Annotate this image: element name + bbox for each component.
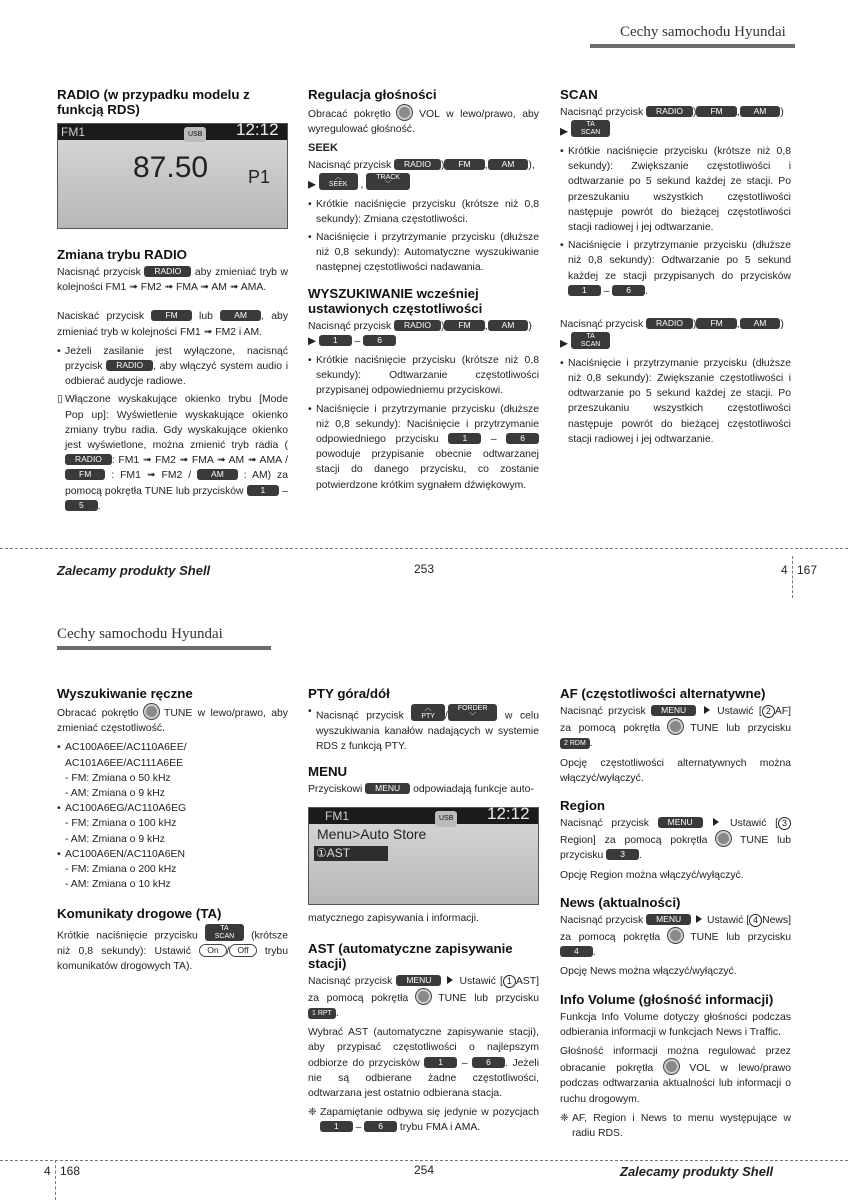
preset-6-button[interactable]: 6 (472, 1057, 505, 1068)
screen-time: 12:12 (487, 804, 530, 824)
seek-text: Nacisnąć przycisk RADIO ) FM , AM ), ▶ ︿ SEEK , TRACK ﹀ (308, 158, 535, 191)
preset-1-button[interactable]: 1 (568, 285, 601, 296)
radio-button[interactable]: RADIO (646, 318, 693, 329)
info-volume-heading: Info Volume (głośność informacji) (560, 991, 774, 1007)
rpt-1-button[interactable]: 1 RPT (308, 1008, 336, 1019)
fm-button[interactable]: FM (444, 159, 484, 170)
top-footer-left: Zalecamy produkty Shell (57, 563, 211, 578)
top-col3 (560, 87, 791, 450)
screen-menu-title: Menu>Auto Store (317, 826, 427, 843)
scan-notes-2 (560, 356, 791, 447)
ast-note: ❈ Zapamiętanie odbywa się jedynie w pozycjach 1 – 6 trybu FMA i AMA. (308, 1107, 539, 1134)
bottom-col3 (560, 686, 791, 1145)
scan-heading: SCAN (560, 87, 598, 102)
top-manual-page: 167 (797, 563, 818, 577)
volume-heading: Regulacja głośności (308, 87, 437, 102)
mode-notes (57, 344, 288, 390)
fm-button[interactable]: FM (444, 320, 484, 331)
popup-note: ▯ Włączone wyskakujące okienko trybu [Mode Pop up]: Wyświetlenie wyskakujące okienko zmiany trybu radia. Gdy wyskakujące okienko jest wyświetlone, można zmienić tryb radia (RADIO : FM1 ➟ FM2 ➟ FMA ➟ AM ➟ AMA / FM : FM1 ➟ FM2 / AM : AM) za pomocą pokrętła TUNE lub przycisków 1 – 5 . (57, 394, 289, 512)
preset-search-text: Nacisnąć przycisk RADIO ) FM , AM ) ▶ 1 – 6 (308, 319, 532, 347)
news-text-2: Opcję News można włączyć/wyłączyć. (560, 966, 737, 978)
list-item: • AC100A6EN/AC110A6EN (57, 847, 288, 862)
menu-screen (308, 804, 539, 905)
list-item: • Krótkie naciśnięcie przycisku (krótsze niż 0,8 sekundy): Zmiana częstotliwości. (308, 197, 539, 227)
bottom-col2 (308, 686, 539, 1140)
fm-button[interactable]: FM (696, 106, 736, 117)
af-text-1: Nacisnąć przycisk MENU Ustawić [ 2 AF] za pomocą pokrętła TUNE lub przycisku 2 RDM . (560, 705, 792, 750)
region-text-2: Opcję Region można włączyć/wyłączyć. (560, 869, 744, 881)
manual-search-heading: Wyszukiwanie ręczne (57, 686, 193, 701)
tune-knob-icon (668, 928, 683, 943)
menu-button[interactable]: MENU (646, 914, 691, 925)
info-volume-text-1: Funkcja Info Volume dotyczy głośności podczas odbierania informacji w funkcjach News i Traffic. (560, 1011, 791, 1038)
display-usb: USB (184, 127, 206, 142)
bottom-page-number: 254 (414, 1163, 435, 1177)
rdm-2-button[interactable]: 2 RDM (560, 738, 590, 749)
list-item: • Naciśnięcie i przytrzymanie przycisku (dłuższe niż 0,8 sekundy): Zwiększanie częstotliwości i odtwarzanie po 5 sekund każdej ze stacji. Po przeszukaniu wszystkich częstotliwości następuje powrót do bieżącej częstotliwości stacji radiowej i jej odtwarzanie. (560, 356, 791, 447)
ta-scan-button[interactable]: TA SCAN (571, 332, 610, 349)
region-text-1: Nacisnąć przycisk MENU Ustawić [ 3Region] za pomocą pokrętła TUNE lub przycisku 3 . (560, 817, 792, 862)
manual-search-text: Obracać pokrętło TUNE w lewo/prawo, aby zmieniać częstotliwość. (57, 704, 288, 736)
display-time: 12:12 (236, 120, 279, 139)
circled-1-icon: 1 (503, 975, 516, 988)
bottom-footer-right: Zalecamy produkty Shell (620, 1164, 774, 1179)
menu-text: Przyciskowi MENU odpowiadają funkcje auto- (308, 783, 534, 796)
tune-knob-icon (144, 704, 159, 719)
vol-knob-icon (664, 1059, 679, 1074)
track-button[interactable]: TRACK ﹀ (366, 173, 410, 190)
scan-notes-1 (560, 144, 791, 299)
display-band: FM1 (61, 125, 85, 139)
arrow-right-icon (447, 976, 453, 984)
ast-text-1: Nacisnąć przycisk MENU Ustawić [ 1 AST] za pomocą pokrętła TUNE lub przycisku 1 RPT . (308, 974, 540, 1019)
seek-notes (308, 197, 539, 276)
arrow-icon: ▶ (308, 179, 316, 191)
model-3-steps: - FM: Zmiana o 200 kHz - AM: Zmiana o 10 kHz (65, 864, 177, 891)
preset-1-button[interactable]: 1 (448, 433, 481, 444)
fm-button[interactable]: FM (151, 310, 191, 321)
preset-search-notes (308, 353, 539, 493)
am-button[interactable]: AM (488, 320, 529, 331)
preset-1-button[interactable]: 1 (320, 1121, 353, 1132)
display-frequency: 87.50 (133, 151, 209, 184)
list-item: • Krótkie naciśnięcie przycisku (krótsze niż 0,8 sekundy): Zwiększanie częstotliwości i odtwarzanie po 5 sekund każdej ze stacji. Po przeszukaniu wszystkich częstotliwości następuje powrót do bieżącej częstotliwości stacji radiowej i jej odtwarzanie. (560, 144, 791, 235)
am-button[interactable]: AM (740, 318, 781, 329)
preset-search-heading: WYSZUKIWANIE wcześniej ustawionych częstotliwości (308, 285, 483, 316)
bottom-col1 (57, 686, 288, 979)
news-heading: News (aktualności) (560, 894, 681, 910)
scan-text-2: Nacisnąć przycisk RADIO ) FM , AM ) ▶ TA SCAN (560, 317, 784, 350)
screen-ast-item[interactable]: ①AST (314, 846, 388, 861)
ast-heading: AST (automatyczne zapisywanie stacji) (308, 940, 513, 971)
preset-1-button[interactable]: 1 (247, 485, 280, 496)
region-heading: Region (560, 798, 606, 814)
forder-button[interactable]: FORDER ﹀ (448, 704, 498, 721)
pty-button[interactable]: ︿ PTY (411, 704, 445, 721)
on-button[interactable]: On (199, 944, 226, 957)
mode-change-heading: Zmiana trybu RADIO (57, 247, 188, 262)
bottom-footer-vdivider (55, 1160, 56, 1200)
seek-button[interactable]: ︿ SEEK (319, 173, 358, 190)
model-list-2 (57, 801, 288, 816)
top-page-number: 253 (414, 562, 435, 576)
menu-button[interactable]: MENU (651, 705, 696, 716)
fm-button[interactable]: FM (696, 318, 736, 329)
mode-change-text-1: Nacisnąć przycisk RADIO aby zmieniać tryb w kolejności FM1 ➟ FM2 ➟ FMA ➟ AM ➟ AMA. (57, 266, 288, 294)
preset-5-button[interactable]: 5 (65, 500, 98, 511)
menu-heading: MENU (308, 764, 348, 780)
arrow-right-icon (713, 818, 719, 826)
info-volume-note: ❈ AF, Region i News to menu występujące w radiu RDS. (560, 1112, 791, 1140)
model-list (57, 740, 288, 770)
preset-1-button[interactable]: 1 (319, 335, 352, 346)
preset-4-button[interactable]: 4 (560, 946, 593, 957)
ta-text: Krótkie naciśnięcie przycisku TA SCAN (krótsze niż 0,8 sekundy): Ustawić On / Off trybu komunikatów drogowych TA). (57, 925, 289, 973)
arrow-right-icon (704, 706, 710, 714)
display-preset: P1 (248, 167, 271, 187)
preset-6-button[interactable]: 6 (363, 335, 396, 346)
menu-button[interactable]: MENU (365, 783, 410, 794)
bottom-header-rule (57, 646, 271, 650)
bottom-footer-divider (0, 1160, 848, 1161)
bottom-manual-page: 168 (60, 1164, 81, 1178)
radio-button[interactable]: RADIO (394, 159, 441, 170)
list-item: • AC100A6EG/AC110A6EG (57, 801, 288, 816)
radio-rds-title: RADIO (w przypadku modelu z funkcją RDS) (57, 87, 250, 117)
list-item: • Naciśnięcie i przytrzymanie przycisku (dłuższe niż 0,8 sekundy): Odtwarzanie po 5 sekund każdej ze stacji przypisanych do przycisków 1 – 6 . (560, 238, 791, 299)
af-heading: AF (częstotliwości alternatywne) (560, 686, 766, 701)
top-footer-divider (0, 548, 848, 549)
model-2-steps: - FM: Zmiana o 100 kHz - AM: Zmiana o 9 kHz (65, 818, 177, 845)
arrow-icon: ▶ (560, 126, 568, 138)
tune-knob-icon (668, 719, 683, 734)
list-item: • Naciśnięcie i przytrzymanie przycisku (dłuższe niż 0,8 sekundy): Automatyczne wyszukiwanie następnej częstotliwości nadawania. (308, 230, 539, 276)
news-text-1: Nacisnąć przycisk MENU Ustawić [ 4 News] za pomocą pokrętła TUNE lub przycisku 4 . (560, 913, 792, 959)
screen-band: FM1 (325, 809, 349, 824)
am-button[interactable]: AM (220, 310, 261, 321)
am-button[interactable]: AM (197, 469, 238, 480)
list-item: • Jeżeli zasilanie jest wyłączone, nacisnąć przycisk RADIO , aby włączyć system audio i odbierać audycje radiowe. (57, 344, 288, 390)
off-button[interactable]: Off (229, 944, 256, 957)
menu-button[interactable]: MENU (658, 817, 703, 828)
radio-button[interactable]: RADIO (144, 266, 191, 277)
preset-3-button[interactable]: 3 (606, 849, 639, 860)
top-col1 (57, 87, 288, 518)
model-1-steps: - FM: Zmiana o 50 kHz - AM: Zmiana o 9 kHz (65, 772, 171, 800)
top-header-rule (590, 44, 795, 48)
bottom-header-title: Cechy samochodu Hyundai (57, 626, 223, 642)
am-button[interactable]: AM (740, 106, 781, 117)
menu-text-continued: matycznego zapisywania i informacji. (308, 913, 479, 925)
fm-button[interactable]: FM (65, 469, 105, 480)
tune-knob-icon (416, 989, 431, 1004)
ta-heading: Komunikaty drogowe (TA) (57, 906, 222, 922)
arrow-icon: ▶ (560, 338, 568, 350)
vol-knob-icon (397, 105, 412, 120)
circled-2-icon: 2 (762, 705, 775, 718)
am-button[interactable]: AM (488, 159, 529, 170)
seek-heading: SEEK (308, 142, 338, 155)
list-item: • Krótkie naciśnięcie przycisku (krótsze niż 0,8 sekundy): Odtwarzanie częstotliwości przypisanej odpowiedniemu przyciskowi. (308, 353, 539, 399)
preset-1-button[interactable]: 1 (424, 1057, 457, 1068)
top-col2 (308, 87, 539, 496)
af-text-2: Opcję częstotliwości alternatywnych można włączyć/wyłączyć. (560, 757, 791, 784)
menu-button[interactable]: MENU (396, 975, 441, 986)
scan-text-1: Nacisnąć przycisk RADIO ) FM , AM ) ▶ TA SCAN (560, 106, 784, 138)
radio-display (57, 120, 288, 235)
mode-change-text-2: Naciskać przycisk FM lub AM , aby zmieniać tryb w kolejności FM1 ➟ FM2 i AM. (57, 310, 289, 338)
top-section-number: 4 (781, 563, 788, 577)
pty-heading: PTY góra/dół (308, 686, 390, 701)
ta-scan-button[interactable]: TA SCAN (571, 120, 610, 137)
ast-text-2: Wybrać AST (automatyczne zapisywanie stacji), aby przypisać częstotliwości o najlepszym odbiorze do przycisków 1 – 6 . Jeżeli nie są odbierane żadne częstotliwości, odtwarzana jest ostatnio odbierana stacja. (308, 1027, 540, 1099)
ta-scan-button[interactable]: TA SCAN (205, 924, 244, 941)
pty-notes (308, 704, 539, 754)
list-item: • Nacisnąć przycisk ︿ PTY /FORDER ﹀ w celu wyszukiwania kanałów nadających w systemie RDS z funkcją PTY. (308, 704, 539, 754)
radio-button[interactable]: RADIO (65, 454, 112, 465)
top-header-title: Cechy samochodu Hyundai (620, 24, 786, 40)
preset-6-button[interactable]: 6 (612, 285, 645, 296)
preset-6-button[interactable]: 6 (506, 433, 539, 444)
screen-usb: USB (435, 811, 457, 826)
list-item: • AC100A6EE/AC110A6EE/ AC101A6EE/AC111A6EE (57, 740, 288, 770)
radio-button[interactable]: RADIO (646, 106, 693, 117)
preset-6-button[interactable]: 6 (364, 1121, 397, 1132)
model-list-3 (57, 847, 288, 862)
volume-text: Obracać pokrętło VOL w lewo/prawo, aby wyregulować głośność. (308, 105, 539, 137)
list-item: • Naciśnięcie i przytrzymanie przycisku (dłuższe niż 0,8 sekundy): Naciśnięcie i przytrzymanie odpowiedniego przycisku 1 – 6 powoduje przypisanie obecnie odtwarzanej stacji do danego przycisku, co zostanie potwierdzone krótkim sygnałem dźwiękowym. (308, 402, 539, 493)
tune-knob-icon (716, 831, 731, 846)
bottom-section-number: 4 (44, 1164, 51, 1178)
circled-3-icon: 3 (778, 817, 791, 830)
radio-button[interactable]: RADIO (106, 360, 153, 371)
info-volume-text-2: Głośność informacji można regulować przez obracanie pokrętła VOL w lewo/prawo podczas odtwarzania aktualności lub informacji o ruchu drogowym. (560, 1046, 792, 1105)
radio-button[interactable]: RADIO (394, 320, 441, 331)
arrow-icon: ▶ (308, 335, 316, 347)
arrow-right-icon (696, 915, 702, 923)
circled-4-icon: 4 (749, 914, 762, 927)
top-footer-vdivider (792, 556, 793, 598)
